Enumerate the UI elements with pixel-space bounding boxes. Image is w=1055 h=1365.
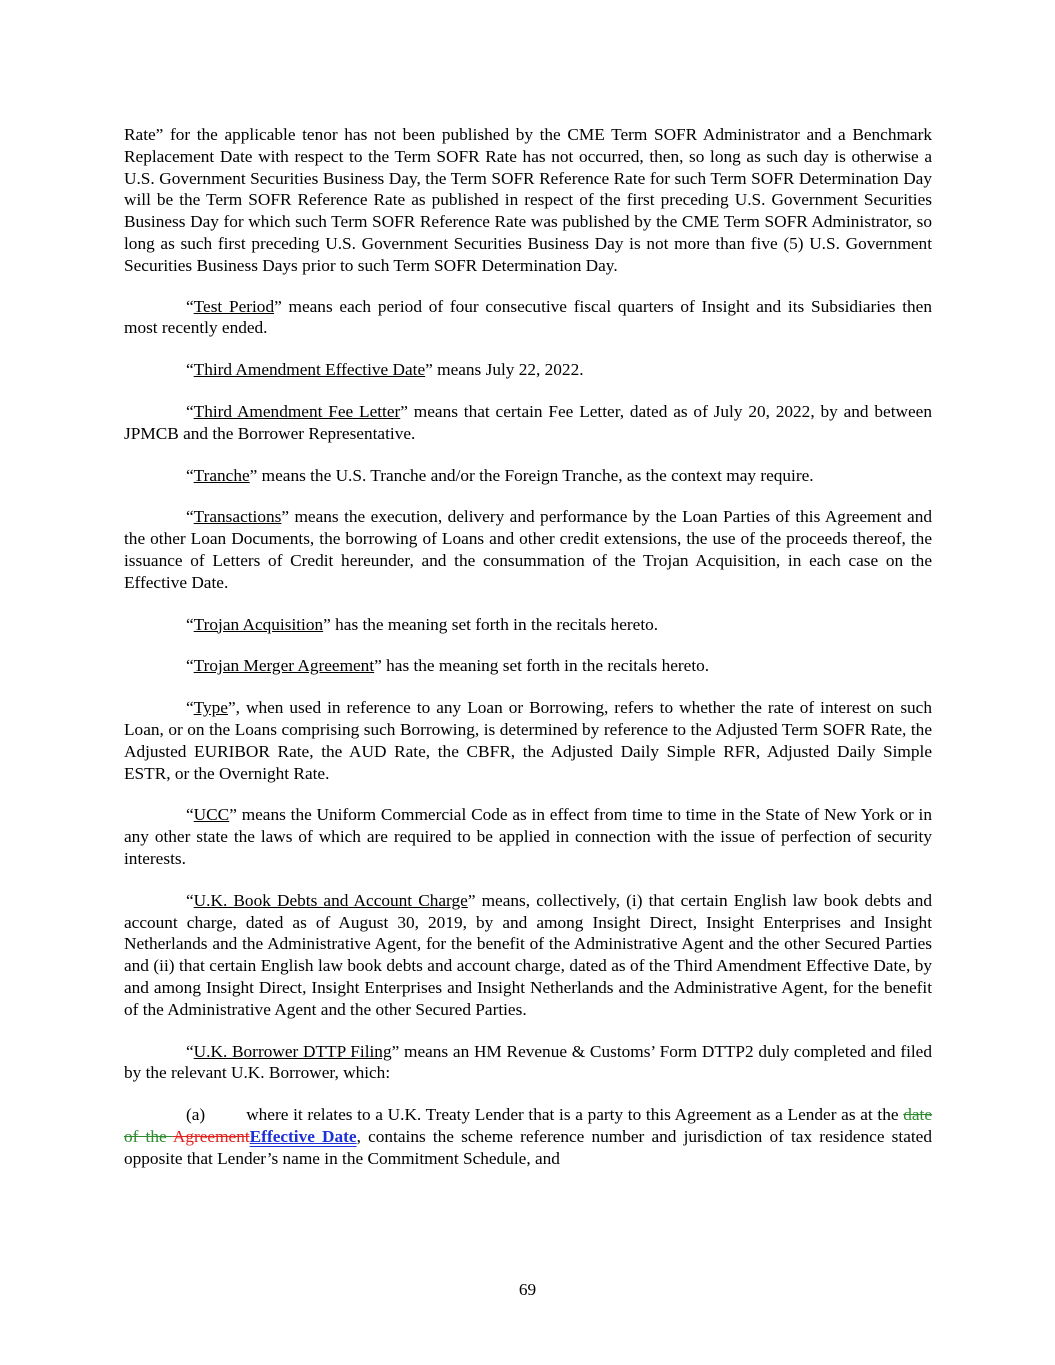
open-quote: “ bbox=[186, 890, 194, 910]
definition-test-period bbox=[124, 296, 932, 340]
definition-text: ” means each period of four consecutive fiscal quarters of Insight and its Subsidiaries then most recently ended. bbox=[124, 296, 932, 338]
definition-text: ” means that certain Fee Letter, dated as of July 20, 2022, by and between JPMCB and the Borrower Representative. bbox=[124, 401, 932, 443]
defined-term: Trojan Acquisition bbox=[193, 614, 324, 634]
clause-text-after: , contains the scheme reference number and jurisdiction of tax residence stated opposite that Lender’s name in the Commitment Schedule, and bbox=[124, 1126, 932, 1168]
document-body bbox=[124, 124, 932, 1189]
clause-label: (a) bbox=[186, 1105, 206, 1125]
open-quote: “ bbox=[186, 656, 194, 676]
defined-term: UCC bbox=[193, 805, 230, 825]
definition-third-amendment-effective-date bbox=[124, 359, 932, 381]
definition-text: ” means, collectively, (i) that certain English law book debts and account charge, dated as of August 30, 2019, by and among Insight Direct, Insight Enterprises and Insight Netherlands and the Administrative Agent, for the benefit of the Administrative Agent and the other Secured Parties and (ii) that certain English law book debts and account charge, dated as of the Third Amendment Effective Date, by and among Insight Direct, Insight Enterprises and Insight Netherlands and the Administrative Agent, for the benefit of the Administrative Agent and the other Secured Parties. bbox=[124, 890, 932, 1019]
open-quote: “ bbox=[186, 360, 194, 380]
definition-uk-borrower-dttp-filing bbox=[124, 1041, 932, 1085]
definition-uk-book-debts-and-account-charge bbox=[124, 890, 932, 1021]
defined-term: U.K. Book Debts and Account Charge bbox=[193, 890, 468, 910]
definition-trojan-merger-agreement bbox=[124, 655, 932, 677]
open-quote: “ bbox=[186, 614, 194, 634]
defined-term: U.K. Borrower DTTP Filing bbox=[193, 1041, 392, 1061]
open-quote: “ bbox=[186, 507, 194, 527]
continuation-paragraph: Rate” for the applicable tenor has not been published by the CME Term SOFR Administrator and a Benchmark Replacement Date with respect to the Term SOFR Rate has not occurred, then, so long as such day is otherwise a U.S. Government Securities Business Day, the Term SOFR Reference Rate for such Term SOFR Determination Day will be the Term SOFR Reference Rate as published in respect of the first preceding U.S. Government Securities Business Day for which such Term SOFR Reference Rate was published by the CME Term SOFR Administrator, so long as such first preceding U.S. Government Securities Business Day is not more than five (5) U.S. Government Securities Business Days prior to such Term SOFR Determination Day. bbox=[124, 125, 932, 275]
definition-transactions bbox=[124, 506, 932, 593]
definition-tranche bbox=[124, 465, 932, 487]
open-quote: “ bbox=[186, 401, 194, 421]
clause-a bbox=[124, 1104, 932, 1169]
open-quote: “ bbox=[186, 805, 194, 825]
defined-term: Third Amendment Fee Letter bbox=[193, 401, 401, 421]
open-quote: “ bbox=[186, 698, 194, 718]
deleted-text-green: date of the bbox=[124, 1105, 932, 1146]
defined-term: Transactions bbox=[193, 507, 282, 527]
defined-term: Test Period bbox=[193, 296, 275, 316]
open-quote: “ bbox=[186, 465, 194, 485]
definition-third-amendment-fee-letter bbox=[124, 401, 932, 445]
definition-text: ” means July 22, 2022. bbox=[425, 360, 584, 380]
defined-term: Tranche bbox=[193, 465, 250, 485]
definition-trojan-acquisition bbox=[124, 614, 932, 636]
definition-text: ” means an HM Revenue & Customs’ Form DTTP2 duly completed and filed by the relevant U.K. Borrower, which: bbox=[124, 1041, 932, 1083]
inserted-text: Effective Date bbox=[249, 1126, 357, 1146]
definition-ucc bbox=[124, 804, 932, 869]
definition-text: ” means the Uniform Commercial Code as in effect from time to time in the State of New York or in any other state the laws of which are required to be applied in connection with the issue of perfection of security interests. bbox=[124, 805, 932, 868]
open-quote: “ bbox=[186, 296, 194, 316]
defined-term: Third Amendment Effective Date bbox=[193, 360, 426, 380]
definition-text: ” has the meaning set forth in the recitals hereto. bbox=[374, 656, 710, 676]
defined-term: Trojan Merger Agreement bbox=[193, 656, 375, 676]
definition-text: ” means the U.S. Tranche and/or the Foreign Tranche, as the context may require. bbox=[249, 465, 814, 485]
open-quote: “ bbox=[186, 1041, 194, 1061]
page-number: 69 bbox=[518, 1280, 537, 1299]
clause-text-before: where it relates to a U.K. Treaty Lender that is a party to this Agreement as a Lender as at the bbox=[246, 1105, 904, 1125]
definition-text: ”, when used in reference to any Loan or Borrowing, refers to whether the rate of interest on such Loan, or on the Loans comprising such Borrowing, is determined by reference to the Adjusted Term SOFR Rate, the Adjusted EURIBOR Rate, the AUD Rate, the CBFR, the Adjusted Daily Simple RFR, Adjusted Daily Simple ESTR, or the Overnight Rate. bbox=[124, 698, 932, 783]
defined-term: Type bbox=[193, 698, 228, 718]
deleted-text-red: Agreement bbox=[172, 1126, 250, 1146]
definition-text: ” has the meaning set forth in the recitals hereto. bbox=[323, 614, 659, 634]
definition-text: ” means the execution, delivery and performance by the Loan Parties of this Agreement and the other Loan Documents, the borrowing of Loans and other credit extensions, the use of the proceeds thereof, the issuance of Letters of Credit hereunder, and the consummation of the Trojan Acquisition, in each case on the Effective Date. bbox=[124, 507, 932, 592]
definition-type bbox=[124, 697, 932, 784]
